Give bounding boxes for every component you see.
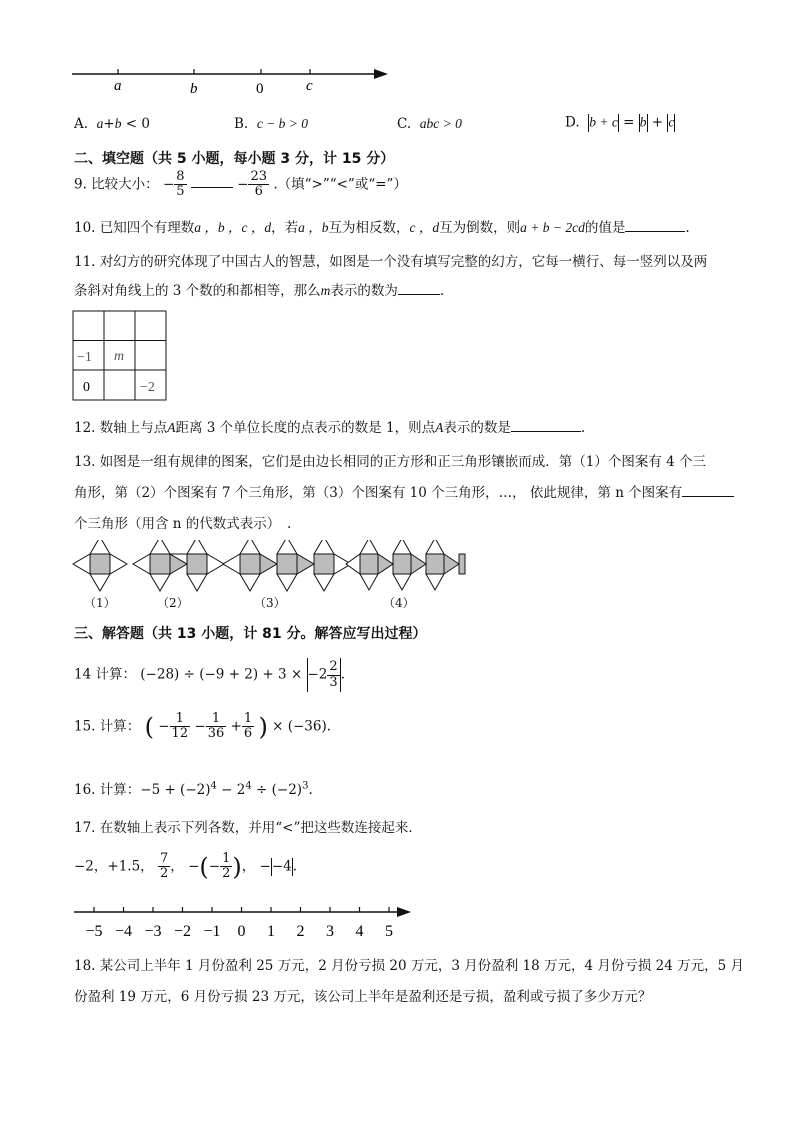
- question-13-line2: 角形，第（2）个图案有 7 个三角形，第（3）个图案有 10 个三角形，…， 依此规律，第 n 个图案有: [74, 481, 734, 501]
- question-11-line2: 条斜对角线上的 3 个数的和都相等，那么m表示的数为 .: [74, 283, 445, 299]
- question-18-line2: 份盈利 19 万元，6 月份亏损 23 万元，该公司上半年是盈利还是亏损，盈利或亏损了多少万元？: [74, 989, 652, 1005]
- q8-option-c[interactable]: C. abc > 0: [397, 116, 462, 132]
- question-14: 14 计算： (−28) ÷ (−9 + 2) + 3 × −2 $\frac{2}{3}$ .: [74, 658, 345, 692]
- caption-4: （4）: [383, 596, 415, 610]
- cell-r2c2: m: [114, 349, 125, 364]
- q17-tick-label: 3: [326, 923, 334, 940]
- option-letter: A.: [74, 116, 89, 132]
- option-letter: B.: [234, 116, 249, 132]
- q17-tick-label: −2: [173, 923, 192, 940]
- q17-tick-label: −3: [144, 923, 162, 940]
- fraction-23-6: $\frac{23}{6}$: [250, 169, 268, 200]
- answer-blank-9[interactable]: [191, 187, 233, 188]
- section3-heading: 三、解答题（共 13 小题，计 81 分。解答应写出过程）: [74, 626, 427, 642]
- question-16: 16. 计算：$-5 + (-2)^4 - 2^4 \div (-2)^3$.: [74, 780, 313, 798]
- pattern-1: [73, 540, 127, 591]
- fraction-8-5: $\frac{8}{5}$: [176, 169, 185, 200]
- caption-2: （2）: [157, 596, 189, 610]
- top-number-line-arrow: [374, 69, 388, 79]
- option-letter: C.: [397, 116, 412, 132]
- answer-blank-10[interactable]: [625, 231, 685, 232]
- question-13-line3: 个三角形（用含 n 的代数式表示） .: [74, 516, 292, 532]
- pattern-4: [346, 540, 465, 590]
- q17-tick-label: 2: [296, 923, 305, 940]
- question-13-line1: 13. 如图是一组有规律的图案，它们是由边长相同的正方形和正三角形镶嵌而成．第（1）个图案有 4 个三: [74, 454, 707, 470]
- q8-option-d[interactable]: D. b + c = b + c: [565, 114, 675, 131]
- question-18-line1: 18. 某公司上半年 1 月份盈利 25 万元，2 月份亏损 20 万元，3 月份盈利 18 万元，4 月份亏损 24 万元，5 月: [74, 958, 744, 974]
- label-b: b: [190, 81, 198, 97]
- question-17-numbers: −2，+1.5， $\frac{7}{2}$ ， −(− $\frac{1}{2}$ )， −−4.: [74, 851, 298, 882]
- question-9: 9. 比较大小： − $\frac{8}{5}$ − $\frac{23}{6}$ .（填“>”“<”或“=”）: [74, 169, 407, 200]
- q17-tick-label: 0: [237, 923, 246, 940]
- section2-heading: 二、填空题（共 5 小题，每小题 3 分，计 15 分）: [74, 151, 395, 167]
- question-12: 12. 数轴上与点A距离 3 个单位长度的点表示的数是 1，则点A表示的数是 .: [74, 420, 586, 436]
- pattern-3: [223, 540, 351, 591]
- label-zero: 0: [256, 81, 264, 97]
- pattern-2: [133, 540, 224, 591]
- q8-option-a[interactable]: A. a+b < 0: [74, 116, 150, 132]
- cell-r2c1: −1: [77, 350, 92, 365]
- q17-number-line: [70, 898, 420, 942]
- q17-tick-label: 5: [385, 923, 393, 940]
- answer-blank-11[interactable]: [398, 294, 440, 295]
- caption-1: （1）: [84, 596, 116, 610]
- answer-blank-13[interactable]: [682, 496, 734, 497]
- q17-tick-label: −1: [203, 923, 221, 940]
- q8-option-b[interactable]: B. c − b > 0: [234, 116, 309, 132]
- label-a: a: [114, 78, 122, 94]
- q17-arrow: [397, 907, 411, 917]
- answer-blank-12[interactable]: [511, 431, 581, 432]
- q17-tick-label: −4: [114, 923, 133, 940]
- cell-r3c3: −2: [140, 380, 155, 395]
- caption-3: （3）: [254, 596, 286, 610]
- cell-r3c1: 0: [83, 380, 90, 395]
- top-number-line: [60, 60, 400, 100]
- question-10: 10. 已知四个有理数a ，b ，c ，d，若a ，b互为相反数，c ，d互为倒数，则a + b − 2cd的值是 .: [74, 220, 690, 236]
- question-15: 15. 计算： ( − $\frac{1}{12}$ − $\frac{1}{36}$ + $\frac{1}{6}$ ) × (−36).: [74, 711, 332, 742]
- option-letter: D.: [565, 114, 580, 131]
- q17-tick-label: −5: [85, 923, 103, 940]
- question-17: 17. 在数轴上表示下列各数，并用“<”把这些数连接起来．: [74, 820, 422, 836]
- label-c: c: [306, 78, 313, 94]
- magic-square: [72, 310, 168, 402]
- q17-tick-label: 4: [355, 923, 364, 940]
- q17-tick-label: 1: [267, 923, 275, 940]
- question-11-line1: 11. 对幻方的研究体现了中国古人的智慧，如图是一个没有填写完整的幻方，它每一横行、每一竖列以及两: [74, 254, 708, 270]
